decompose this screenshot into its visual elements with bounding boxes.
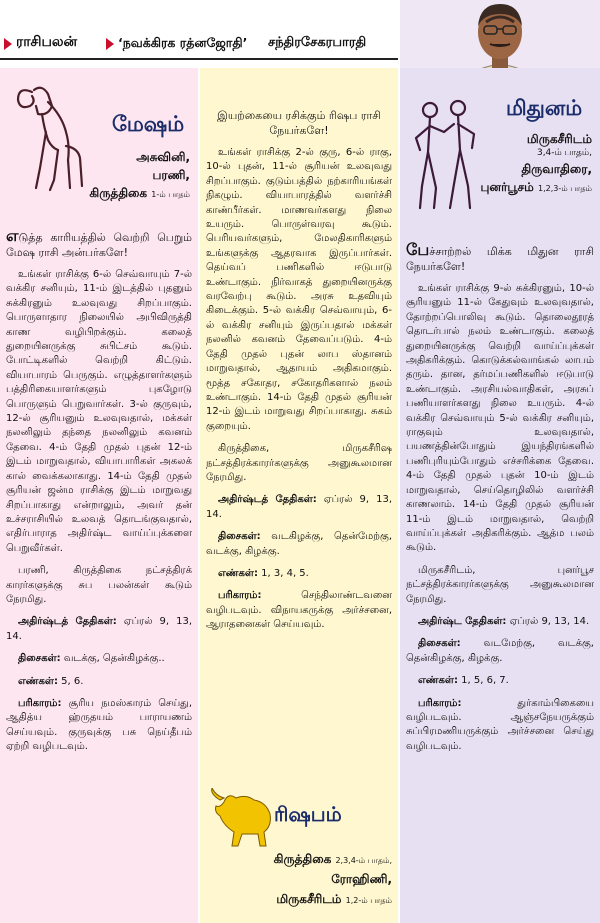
mithunam-numbers: எண்கள்: 1, 5, 6, 7. [418, 675, 509, 687]
mithunam-body: உங்கள் ராசிக்கு 9-ல் சுக்கிரனும், 10-ல் சூரியனும் 11-ல் கேதுவும் உலவுவதால், தோற்றப்பொலிவு கூடும். தொலைதூரத் தொடர்பால் நலம் உண்டாகும். கலைத் துறையினருக்கு வெற்றி வாய்ப்புக்கள் அதிகரிக்கும். கொடுக்கல்வாங்கல் லாபம் தரும். தான, தர்மப்பணிகளில் ஈடுபாடு உண்டாகும். அரசியல்வாதிகள், அரசுப் பணியாளர்களது நிலை உயரும். 4-ல் வக்கிர செவ்வாயும் 5-ல் வக்கிர சனியும், ராகுவும் உலவுவதால், பயணத்தின்போதும் இயந்திரங்களில் பணிபுரியும்போதும் எச்சரிக்கை தேவை. 4-ம் தேதி முதல் புதன் 10-ம் இடம் மாறுவதால், செய்தொழிலில் வளர்ச்சி காணலாம். 14-ம் தேதி முதல் சூரியன் 11-ம் இடம் மாறுவதால், வெற்றி வாய்ப்புக்கள் அதிகரிக்கும். ஆத்ம பலம் கூடும். [406, 283, 594, 554]
mesham-star-3: கிருத்திகை 1-ம் பாதம் [89, 186, 190, 200]
author-title: ‘நவக்கிரக ரத்னஜோதி’ [118, 35, 248, 50]
mesham-nakshatra-note: பரணி, கிருத்திகை நட்சத்திரக் காரர்களுக்கு சுப பலன்கள் கூடும் நேரமிது. [6, 565, 192, 605]
mithunam-star-2: திருவாதிரை, [521, 162, 592, 176]
mesham-directions: திசைகள்: வடக்கு, தென்கிழக்கு.. [18, 653, 165, 665]
mesham-column [0, 68, 198, 923]
red-arrow-icon [4, 38, 12, 50]
header-rule [0, 58, 398, 60]
mithunam-text [406, 242, 594, 762]
rishabam-directions: திசைகள்: வடகிழக்கு, தென்மேற்கு, வடக்கு, கிழக்கு. [206, 531, 392, 557]
mithunam-star-1: மிருகசீரிடம் [526, 132, 592, 146]
mesham-body: உங்கள் ராசிக்கு 6-ல் செவ்வாயும் 7-ல் வக்கிர சனியும், 11-ம் இடத்தில் புதனும் சுக்கிரனும் உலவுவது சிறப்பாகும். பொருளாதார நிலையில் அபிவிருத்தி காண வழிபிறக்கும். கலைத் துறையினருக்கு சுபிட்சம் கூடும். போட்டிகளில் வெற்றி கிட்டும். வியாபாரம் பெருகும். எழுத்தாளர்களும் பத்திரிகையாளர்களும் புகழோடு பொருளும் பெறுவார்கள். 3-ல் குருவும், 12-ல் சூரியனும் உலவுவதால், மக்கள் நலனிலும் தந்தை நலனிலும் கவனம் தேவை. 4-ம் தேதி முதல் புதன் 12-ம் இடம் மாறுவதால், வியாபாரிகள் அகலக் கால் வைக்கலாகாது. 14-ம் தேதி முதல் சூரியன் ஜன்ம ராசிக்கு இடம் மாறுவது சிறப்பாகாது என்றாலும், அவர் தன் உச்சராசியில் உலவத் தொடங்குவதால், எதிர்பாராத அதிர்ஷ்ட வாய்ப்புக்களை பெறுவீர்கள். [6, 269, 192, 554]
mesham-title: மேஷம் [112, 112, 185, 136]
rishabam-remedy: பரிகாரம்: செந்திலாண்டவனை வழிபடவும். விநாயகருக்கு அர்ச்சனை, ஆராதனைகள் செய்யவும். [206, 590, 392, 631]
mithunam-star-1-pada: 3,4-ம் பாதம், [536, 148, 592, 158]
bull-icon [206, 788, 276, 850]
mesham-header [0, 68, 198, 208]
mithunam-star-3: புனர்பூசம் 1,2,3-ம் பாதம் [480, 180, 592, 194]
mithunam-directions: திசைகள்: வடமேற்கு, வடக்கு, தென்கிழக்கு, கிழக்கு. [406, 638, 594, 664]
rishabam-lucky-dates: அதிர்ஷ்டத் தேதிகள்: ஏப்ரல் 9, 13, 14. [206, 494, 392, 520]
red-arrow-icon [106, 38, 114, 50]
mesham-remedy: பரிகாரம்: சூரிய நமஸ்காரம் செய்து, ஆதித்ய ஹ்ருதயம் பாராயணம் செய்யவும். குருவுக்கு பசு நெய்தீபம் ஏற்றி வழிபடவும். [6, 697, 193, 753]
twins-icon [410, 96, 482, 214]
mesham-text [6, 228, 192, 763]
rishabam-star-2: ரோஹிணி, [331, 872, 392, 886]
rishabam-column [200, 68, 398, 923]
rishabam-text [206, 108, 392, 641]
rishabam-title: ரிஷபம் [274, 802, 342, 826]
mithunam-title: மிதுனம் [506, 96, 583, 120]
mesham-intro: எடுத்த காரியத்தில் வெற்றி பெறும் மேஷ ராசி அன்பர்களே! [6, 226, 192, 259]
section-title: ராசிபலன் [16, 34, 78, 50]
rishabam-star-3: மிருகசீரிடம் 1,2-ம் பாதம் [276, 892, 392, 906]
ram-icon [8, 76, 90, 196]
rishabam-intro: இயற்கையை ரசிக்கும் ரிஷப ராசி நேயர்களே! [217, 109, 381, 137]
rishabam-body: உங்கள் ராசிக்கு 2-ல் குரு, 6-ல் ராகு, 10-ல் புதன், 11-ல் சூரியன் உலவுவது சிறப்பாகும். குடும்பத்தில் நற்காரியங்கள் நிகழும். வியாபாரத்தில் வளர்ச்சி காண்பீர்கள். மாணவர்களது நிலை உயரும். பொருள்வரவு கூடும். பெரியவர்களும், மேலதிகாரிகளும் உங்களுக்கு ஆதரவாக இருப்பார்கள். தெய்வப் பணிகளில் ஈடுபாடு உண்டாகும். நிர்வாகத் துறையினருக்கு வரவேற்பு கூடும். அரசு உதவியும் கிடைக்கும். 5-ல் வக்கிர செவ்வாயும், 6-ல் வக்கிர சனியும் இருப்பதால் மக்கள் நலனில் கவனம் தேவைப்படும். 4-ம் தேதி முதல் புதன் லாப ஸ்தானம் மாறுவதால், ஆதாயம் அதிகமாகும். மூத்த சகோதர, சகோதரிகளால் நலம் உண்டாகும். 14-ம் தேதி முதல் சூரியன் 12-ம் இடம் மாறுவது சிறப்பாகாது. சுகம் குறையும். [206, 147, 392, 432]
mesham-numbers: எண்கள்: 5, 6. [18, 675, 84, 687]
rishabam-header [200, 782, 398, 923]
mesham-lucky-dates: அதிர்ஷ்டத் தேதிகள்: ஏப்ரல் 9, 13, 14. [6, 616, 192, 642]
rishabam-nakshatra-note: கிருத்திகை, மிருகசீரிஷ நட்சத்திரக்காரர்களுக்கு அனுகூலமான நேரமிது. [206, 443, 392, 483]
mithunam-nakshatra-note: மிருகசீரிடம், புனர்பூச நட்சத்திரக்காரர்களுக்கு அனுகூலமான நேரமிது. [406, 564, 594, 605]
mithunam-lucky-dates: அதிர்ஷ்ட தேதிகள்: ஏப்ரல் 9, 13, 14. [418, 615, 590, 627]
mesham-star-2: பரணி, [152, 168, 190, 182]
mithunam-intro: பேச்சாற்றல் மிக்க மிதுன ராசி நேயர்களே! [406, 240, 594, 273]
rishabam-star-1: கிருத்திகை 2,3,4-ம் பாதம், [273, 852, 392, 866]
author-name: சந்திரசேகரபாரதி [268, 35, 367, 50]
rishabam-numbers: எண்கள்: 1, 3, 4, 5. [218, 567, 309, 579]
mesham-star-1: அசுவினி, [136, 150, 190, 164]
mithunam-column [400, 68, 600, 923]
mithunam-header [400, 94, 600, 234]
mithunam-remedy: பரிகாரம்: துர்காம்பிகையை வழிபடவும். ஆஞ்சநேயருக்கும் சுப்பிரமணியருக்கும் அர்ச்சனை செய்து வழிபடவும். [406, 697, 594, 752]
